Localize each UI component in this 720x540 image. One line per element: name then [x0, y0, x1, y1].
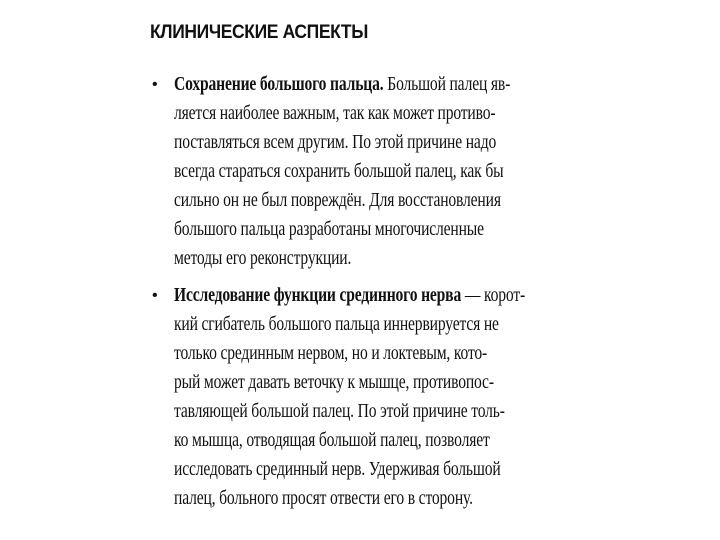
section-thumb-preservation: [148, 70, 528, 273]
paragraph-line: только срединным нервом, но и локтевым, кото-: [174, 343, 488, 364]
bullet-list: [148, 70, 528, 513]
bullet-icon: •: [152, 287, 158, 304]
paragraph-line: ко мышца, отводящая большой палец, позволяет: [174, 430, 490, 451]
paragraph-line: Исследование функции срединного нерва — корот-: [174, 285, 526, 306]
section-heading: Исследование функции срединного нерва: [174, 285, 462, 306]
paragraph-line: большого пальца разработаны многочисленные: [174, 219, 484, 240]
paragraph-line: тавляющей большой палец. По этой причине толь-: [174, 401, 505, 422]
page-title: КЛИНИЧЕСКИЕ АСПЕКТЫ: [150, 22, 368, 43]
section-heading: Сохранение большого пальца.: [174, 74, 384, 95]
paragraph-line: исследовать срединный нерв. Удерживая большой: [174, 459, 501, 480]
paragraph-line: ляется наиболее важным, так как может противо-: [174, 103, 496, 124]
section-median-nerve-test: [148, 281, 528, 513]
paragraph-line: сильно он не был повреждён. Для восстановления: [174, 190, 501, 211]
paragraph-line: палец, больного просят отвести его в сторону.: [174, 488, 473, 509]
bullet-icon: •: [152, 76, 158, 93]
paragraph-line: поставляться всем другим. По этой причине надо: [174, 132, 497, 153]
paragraph-line: кий сгибатель большого пальца иннервируется не: [174, 314, 499, 335]
document-page: [148, 22, 528, 521]
paragraph-line: Сохранение большого пальца. Большой палец яв-: [174, 74, 511, 95]
paragraph-line: всегда стараться сохранить большой палец, как бы: [174, 161, 504, 182]
paragraph-line: рый может давать веточку к мышце, противопос-: [174, 372, 494, 393]
paragraph-line: методы его реконструкции.: [174, 248, 352, 269]
